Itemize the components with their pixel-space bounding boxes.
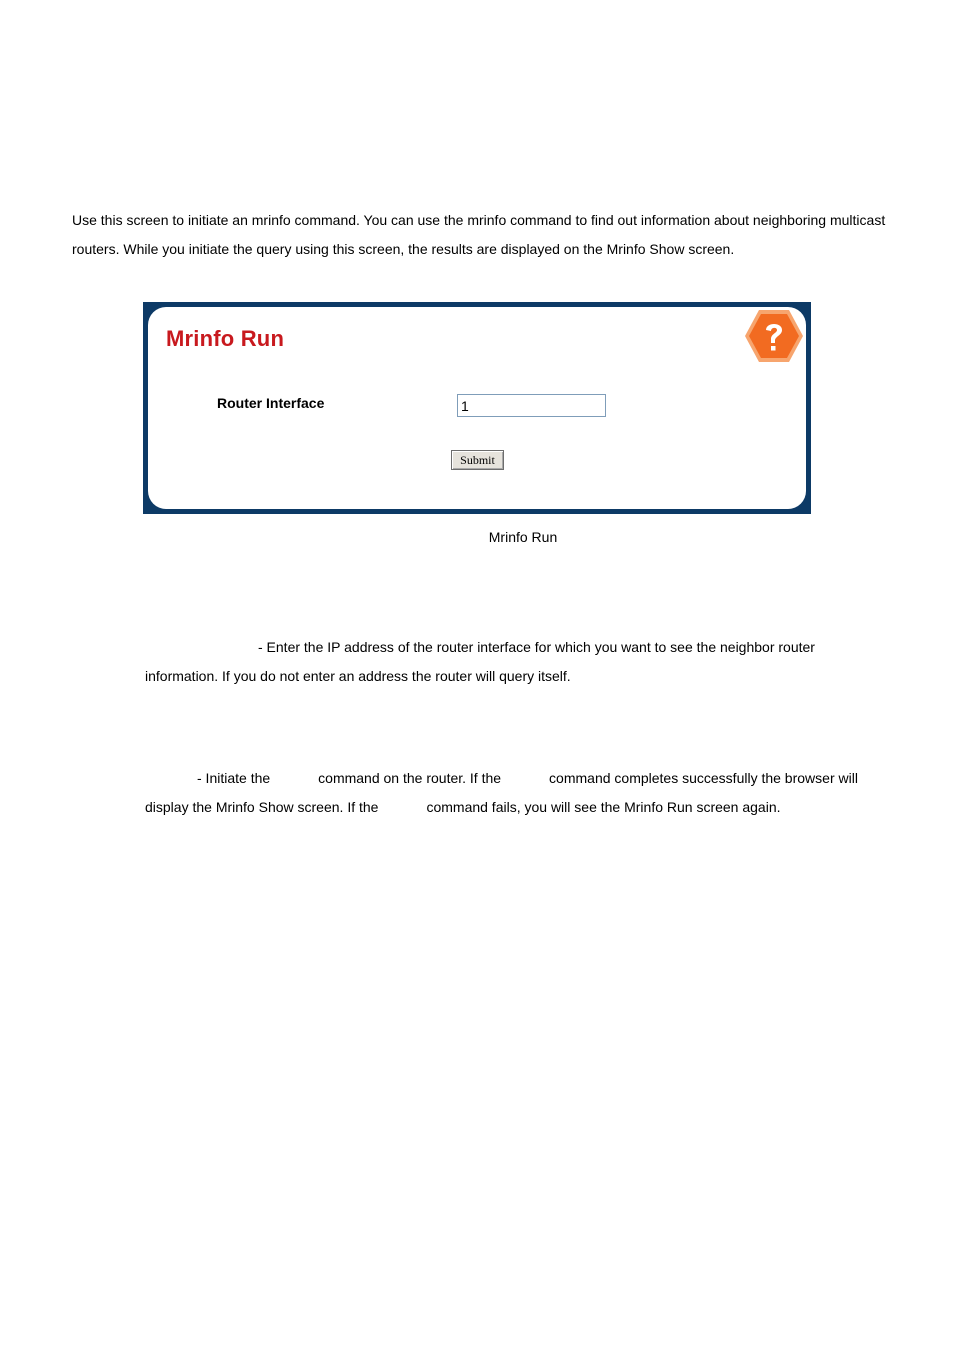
intro-paragraph: Use this screen to initiate an mrinfo command. You can use the mrinfo command to find out information about neighboring multicast routers. While you initiate the query using this screen, the results are displayed on the Mrinfo Show screen. — [72, 212, 886, 257]
panel-body — [148, 307, 806, 509]
mrinfo-run-screenshot — [143, 302, 811, 514]
router-interface-input[interactable] — [457, 394, 606, 417]
submit-button[interactable]: Submit — [451, 450, 504, 470]
router-interface-label: Router Interface — [217, 395, 325, 411]
submit-description-part4: command fails, you will see the Mrinfo Run screen again. — [426, 799, 781, 815]
submit-description-part2: command on the router. If the — [318, 770, 502, 786]
submit-description-part3: command completes successfully the browser will display the Mrinfo Show screen. If the — [145, 770, 858, 815]
figure-caption: Mrinfo Run — [488, 529, 558, 545]
submit-description — [145, 764, 885, 822]
router-interface-description — [145, 633, 885, 691]
question-mark-hexagon-icon[interactable] — [744, 309, 804, 363]
submit-description-part1: - Initiate the — [197, 770, 271, 786]
router-interface-description-text: - Enter the IP address of the router interface for which you want to see the neighbor router information. If you do not enter an address the router will query itself. — [145, 639, 815, 684]
page-title: Mrinfo Run — [166, 326, 285, 351]
